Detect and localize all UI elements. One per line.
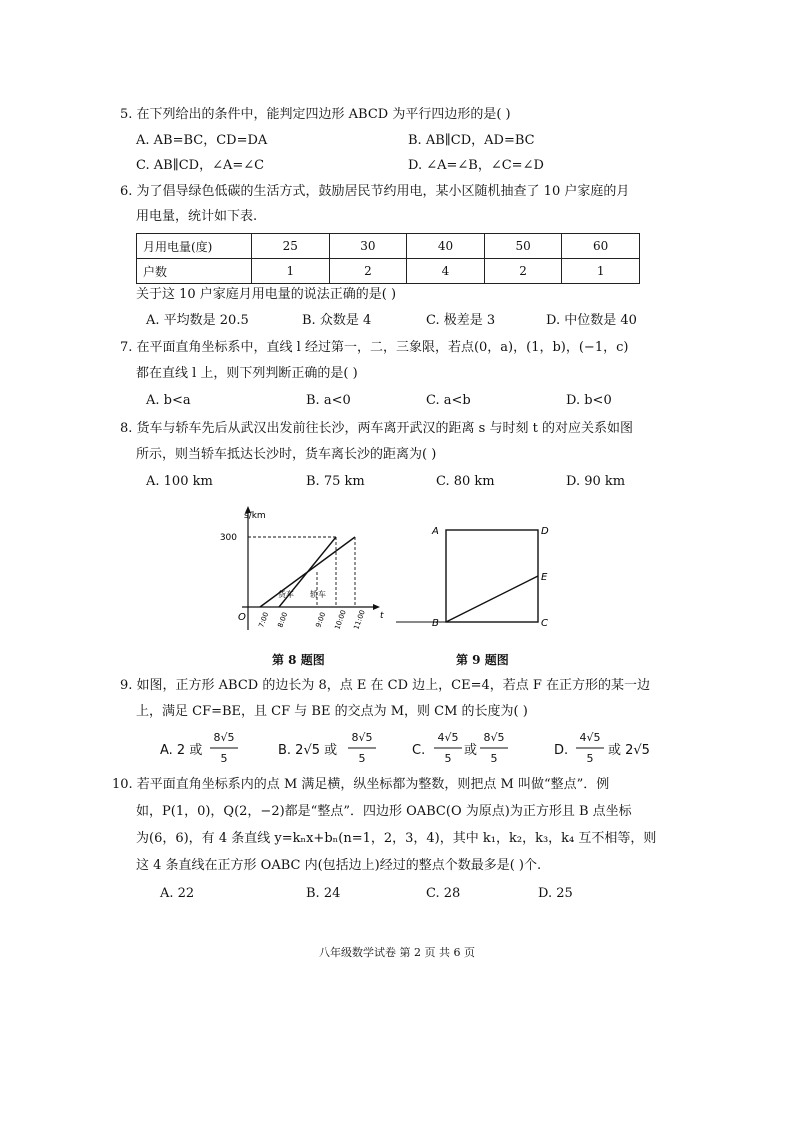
q9-options — [150, 726, 670, 770]
car-label: 轿车 — [310, 590, 326, 599]
q10-option-c: C. 28 — [426, 886, 461, 901]
x-axis-label: t — [380, 611, 384, 621]
q10-option-a: A. 22 — [160, 886, 195, 901]
q9-option-c-num2: 8√5 — [483, 731, 505, 744]
x-tick-8: 8:00 — [276, 611, 290, 629]
q8-option-c: C. 80 km — [436, 474, 495, 489]
q10-option-d: D. 25 — [538, 886, 573, 901]
q8-option-d: D. 90 km — [566, 474, 626, 489]
q5-option-b: B. AB∥CD，AD=BC — [408, 133, 535, 148]
q6-option-d: D. 中位数是 40 — [546, 313, 637, 328]
label-c: C — [541, 618, 548, 629]
y-tick-300: 300 — [219, 533, 237, 543]
q9-option-a-prefix: A. 2 或 — [160, 743, 203, 758]
q9-option-d-suffix: 或 2√5 — [608, 743, 650, 758]
q6-stem-line2: 用电量，统计如下表. — [136, 209, 258, 224]
q7-stem-line2: 都在直线 l 上，则下列判断正确的是( ) — [136, 366, 358, 381]
figure-8-caption: 第 8 题图 — [272, 653, 325, 667]
table-cell: 1 — [252, 259, 330, 284]
q7-option-a: A. b<a — [146, 393, 191, 408]
q9-option-b-den: 5 — [358, 752, 366, 765]
q9-option-b-prefix: B. 2√5 或 — [278, 743, 338, 758]
q9-option-c-prefix: C. — [412, 743, 426, 758]
table-cell: 2 — [329, 259, 407, 284]
q9-option-d-prefix: D. — [554, 743, 569, 758]
q6-stem-line1: 6. 为了倡导绿色低碳的生活方式，鼓励居民节约用电，某小区随机抽查了 10 户家庭的月 — [120, 184, 630, 199]
q9-option-d-den: 5 — [586, 752, 594, 765]
q6-option-b: B. 众数是 4 — [302, 313, 372, 328]
label-b: B — [432, 618, 439, 629]
q9-option-b-num: 8√5 — [351, 731, 373, 744]
q9-option-c-den2: 5 — [490, 752, 498, 765]
segment-be — [446, 576, 538, 622]
x-tick-9: 9:00 — [314, 611, 328, 629]
q6-question: 关于这 10 户家庭月用电量的说法正确的是( ) — [136, 287, 397, 302]
q9-option-a-den: 5 — [220, 752, 228, 765]
q9-option-c-num1: 4√5 — [437, 731, 459, 744]
label-e: E — [541, 572, 548, 583]
table-cell: 4 — [407, 259, 485, 284]
truck-label: 货车 — [278, 590, 294, 599]
y-axis-label: s/km — [244, 511, 266, 521]
table-row — [137, 259, 640, 284]
figure-9-caption: 第 9 题图 — [456, 653, 509, 667]
q5-option-c: C. AB∥CD，∠A=∠C — [136, 158, 265, 173]
q8-stem-line1: 8. 货车与轿车先后从武汉出发前往长沙，两车离开武汉的距离 s 与时刻 t 的对应关系如图 — [120, 421, 633, 436]
q6-option-c: C. 极差是 3 — [426, 313, 496, 328]
x-tick-7: 7:00 — [257, 611, 271, 629]
q9-stem-line2: 上，满足 CF=BE，且 CF 与 BE 的交点为 M，则 CM 的长度为( ) — [136, 704, 528, 719]
origin-label: O — [238, 612, 246, 623]
table-row — [137, 234, 640, 259]
q7-stem-line1: 7. 在平面直角坐标系中，直线 l 经过第一，二，三象限，若点(0，a)，(1，b)，(−1，c) — [120, 340, 629, 355]
q9-option-a-num: 8√5 — [213, 731, 235, 744]
q5-stem: 5. 在下列给出的条件中，能判定四边形 ABCD 为平行四边形的是( ) — [120, 107, 511, 122]
q7-option-d: D. b<0 — [566, 393, 612, 408]
figure-8-graph — [219, 500, 388, 640]
table-cell: 60 — [562, 234, 640, 259]
square-abcd — [446, 530, 538, 622]
table-cell: 1 — [562, 259, 640, 284]
page-footer: 八年级数学试卷 第 2 页 共 6 页 — [319, 946, 475, 959]
q10-stem-line3: 为(6，6)，有 4 条直线 y=kₙx+bₙ(n=1，2，3，4)，其中 k₁，k₂，k₃，k₄ 互不相等，则 — [136, 831, 657, 846]
table-header-households: 户数 — [137, 259, 252, 284]
table-header-usage: 月用电量(度) — [137, 234, 252, 259]
q8-option-a: A. 100 km — [146, 474, 213, 489]
q6-option-a: A. 平均数是 20.5 — [146, 313, 249, 328]
q9-option-c-or: 或 — [464, 743, 478, 758]
q7-option-c: C. a<b — [426, 393, 471, 408]
q10-option-b: B. 24 — [306, 886, 341, 901]
table-cell: 30 — [329, 234, 407, 259]
x-tick-11: 11:00 — [352, 608, 367, 631]
x-tick-10: 10:00 — [333, 608, 348, 631]
table-cell: 40 — [407, 234, 485, 259]
q10-stem-line2: 如，P(1，0)，Q(2，−2)都是“整点”．四边形 OABC(O 为原点)为正方形且 B 点坐标 — [136, 804, 632, 819]
q8-option-b: B. 75 km — [306, 474, 365, 489]
table-cell: 50 — [484, 234, 562, 259]
q9-option-d-num: 4√5 — [579, 731, 601, 744]
x-axis-arrow-icon — [373, 604, 380, 610]
q5-option-d: D. ∠A=∠B，∠C=∠D — [408, 158, 544, 173]
figure-9-square — [392, 515, 562, 637]
q9-option-c-den1: 5 — [444, 752, 452, 765]
label-a: A — [432, 526, 439, 537]
q8-stem-line2: 所示，则当轿车抵达长沙时，货车离长沙的距离为( ) — [136, 447, 437, 462]
q10-stem-line4: 这 4 条直线在正方形 OABC 内(包括边上)经过的整点个数最多是( )个. — [136, 858, 542, 873]
q7-option-b: B. a<0 — [306, 393, 351, 408]
table-cell: 2 — [484, 259, 562, 284]
q5-option-a: A. AB=BC，CD=DA — [136, 133, 268, 148]
q10-stem-line1: 10. 若平面直角坐标系内的点 M 满足横，纵坐标都为整数，则把点 M 叫做“整点”．例 — [112, 777, 610, 792]
q9-stem-line1: 9. 如图，正方形 ABCD 的边长为 8，点 E 在 CD 边上，CE=4，若点 F 在正方形的某一边 — [120, 678, 651, 693]
label-d: D — [541, 526, 549, 537]
electricity-table — [136, 233, 640, 284]
table-cell: 25 — [252, 234, 330, 259]
